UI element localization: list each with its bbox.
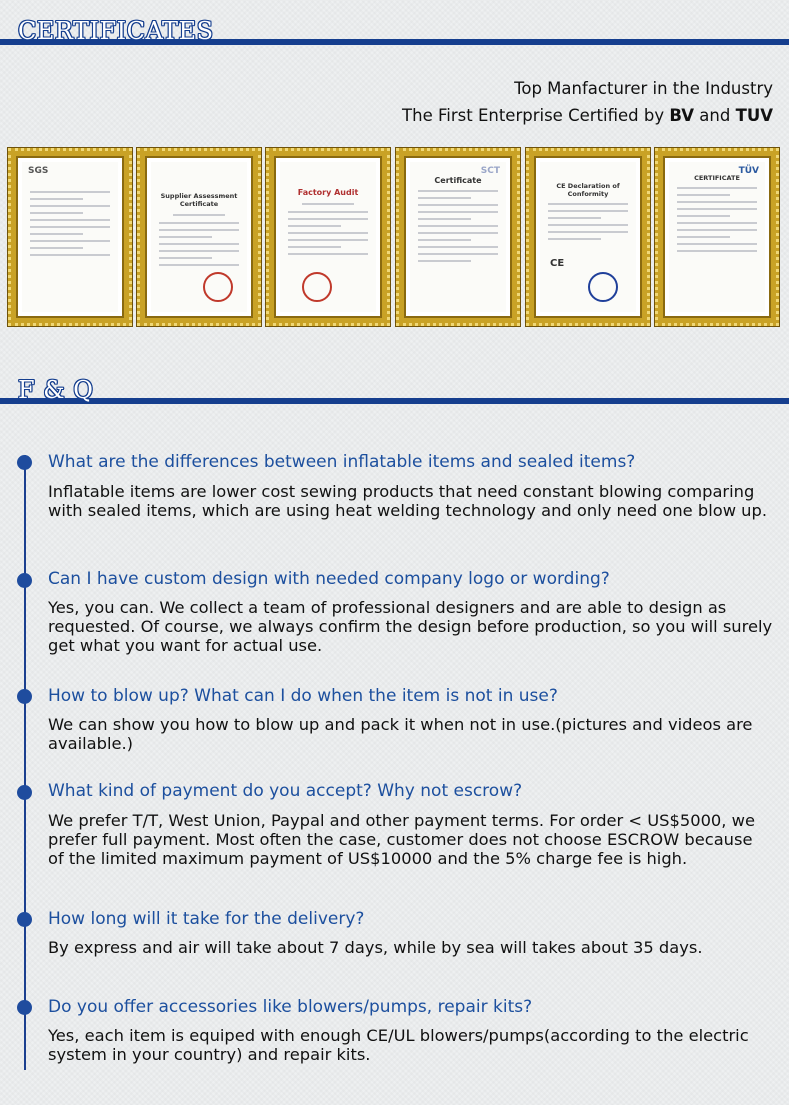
certificate-tuv (655, 148, 779, 326)
certificate-sgs (8, 148, 132, 326)
faq-question: Do you offer accessories like blowers/pumps, repair kits? (48, 997, 533, 1017)
tagline-tuv: TUV (735, 106, 773, 125)
faq-question: How to blow up? What can I do when the item is not in use? (48, 686, 558, 706)
certificate-ce: CE Declaration of Conformity CE (526, 148, 650, 326)
tagline-line-2 (402, 106, 773, 125)
faq-question: Can I have custom design with needed company logo or wording? (48, 569, 610, 589)
certificate-heading: CERTIFICATE (694, 174, 740, 182)
certificate-logo: TÜV (738, 166, 759, 176)
faq-bullet (17, 1000, 32, 1015)
certificate-sct (396, 148, 520, 326)
faq-bullet (17, 689, 32, 704)
certificate-heading: CE Declaration of Conformity (556, 182, 620, 198)
certificate-heading: Certificate (434, 176, 482, 185)
certificate-factory-audit (266, 148, 390, 326)
faq-answer: Yes, you can. We collect a team of professional designers and are able to design as requested. Of course, we always confirm the design before production, so you will surely get what you want for actual use. (48, 598, 773, 655)
faq-divider (0, 398, 789, 404)
tagline-prefix: The First Enterprise Certified by (402, 106, 670, 125)
faq-answer: By express and air will take about 7 days, while by sea will takes about 35 days. (48, 938, 703, 957)
tagline-bv: BV (669, 106, 695, 125)
faq-bullet (17, 455, 32, 470)
tagline-line-1: Top Manfacturer in the Industry (514, 79, 773, 98)
certificates-title: CERTIFICATES (18, 17, 214, 45)
certificate-logo: SCT (480, 166, 500, 176)
faq-bullet (17, 912, 32, 927)
faq-question: What are the differences between inflatable items and sealed items? (48, 452, 636, 472)
faq-bullet (17, 785, 32, 800)
faq-title: F & Q (18, 376, 94, 404)
faq-answer: We can show you how to blow up and pack it when not in use.(pictures and videos are available.) (48, 715, 753, 753)
certificate-heading: Supplier Assessment Certificate (160, 192, 238, 208)
certificate-supplier-assessment (137, 148, 261, 326)
faq-bullet (17, 573, 32, 588)
faq-answer: We prefer T/T, West Union, Paypal and other payment terms. For order < US$5000, we prefer full payment. Most often the case, customer does not choose ESCROW because of the limited maximum payment of US$10000 and the 5% charge fee is high. (48, 811, 755, 868)
faq-answer: Inflatable items are lower cost sewing products that need constant blowing comparing with sealed items, which are using heat welding technology and only need one blow up. (48, 482, 768, 520)
faq-question: How long will it take for the delivery? (48, 909, 365, 929)
faq-timeline (24, 455, 26, 1070)
faq-answer: Yes, each item is equiped with enough CE/UL blowers/pumps(according to the electric system in your country) and repair kits. (48, 1026, 749, 1064)
tagline-and: and (694, 106, 736, 125)
certificate-logo: SGS (28, 166, 49, 176)
certificate-heading: Factory Audit (297, 188, 359, 197)
faq-question: What kind of payment do you accept? Why not escrow? (48, 781, 523, 801)
